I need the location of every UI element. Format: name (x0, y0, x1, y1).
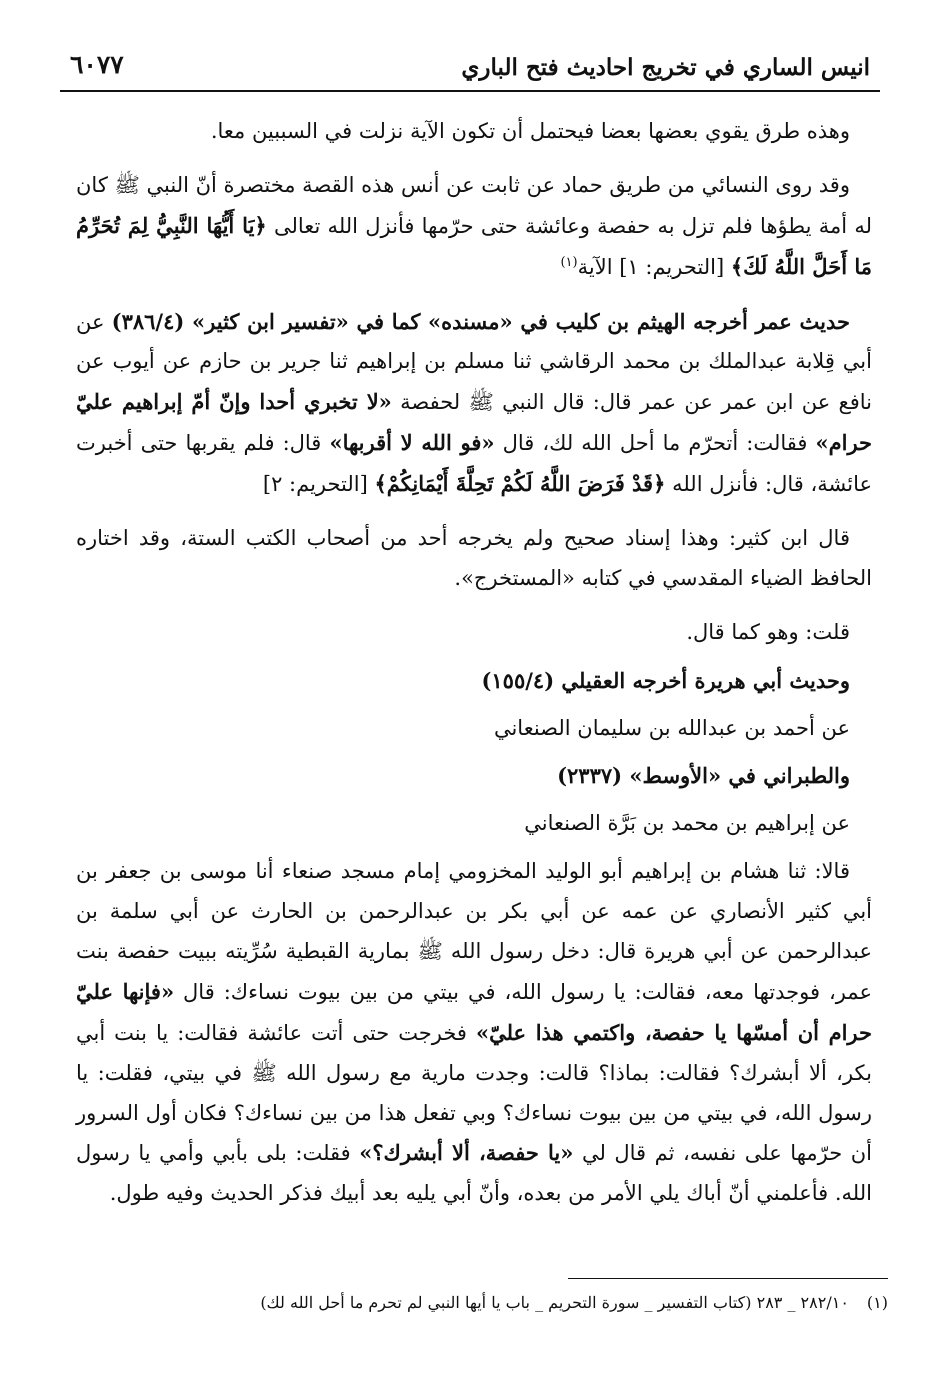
verse-1-reference: [التحريم: ١] الآية (577, 254, 731, 279)
hadith-text-2: فخرجت حتى أتت عائشة فقالت: يا بنت أبي بكر، ألا أبشرك؟ فقالت: بماذا؟ قالت: وجدت مارية مع رسول الله ﷺ في بيتي، فقلت: يا رسول الله، في بيتي من بين بيوت نساءك؟ وبي تفعل هذا من بين نساءك؟ فكان أول السرور أن حرّمها على نفسه، ثم قال لي (76, 1020, 872, 1166)
footnote-number: (١) (866, 1293, 888, 1312)
footnote-marker: (١) (560, 254, 578, 270)
abu-hurayra-source: أخرجه العقيلي (554, 667, 695, 693)
umar-chain: عن أبي قِلابة عبدالملك بن محمد الرقاشي ثنا مسلم بن إبراهيم ثنا جرير بن حازم عن أيوب عن نافع عن ابن عمر عن عمر قال: قال النبي ﷺ لحفصة (76, 309, 872, 415)
paragraph-ibn-kathir: قال ابن كثير: وهذا إسناد صحيح ولم يخرجه أحد من أصحاب الكتب الستة، وقد اختاره الحافظ الضياء المقدسي في كتابه «المستخرج». (76, 526, 872, 590)
verse-2-reference: [التحريم: ٢] (262, 472, 375, 497)
narrator-line-2: عن إبراهيم بن محمد بن بَرَّة الصنعاني (524, 811, 850, 836)
paragraph-hadith-text (76, 852, 872, 1214)
paragraph-1: وهذه طرق يقوي بعضها بعضا فيحتمل أن تكون الآية نزلت في السببين معا. (210, 119, 850, 143)
footnote-text: ٢٨٢/١٠ _ ٢٨٣ (كتاب التفسير _ سورة التحريم _ باب يا أيها النبي لم تحرم ما أحل الله لك) (260, 1293, 849, 1312)
paragraph-umar-hadith (76, 302, 872, 505)
abu-hurayra-ref: (١٥٥/٤) (481, 667, 555, 693)
prophet-quote-1: «لا تخبري أحدا وإنّ أمّ إبراهيم عليّ حرام» (76, 389, 873, 456)
footnote (150, 1290, 888, 1316)
paragraph-qultu: قلت: وهو كما قال. (686, 619, 850, 644)
paragraph-2 (76, 166, 872, 288)
prophet-quote-2: «فو الله لا أقربها» (329, 430, 495, 456)
quran-verse-1: ﴿يَا أَيُّهَا النَّبِيُّ لِمَ تُحَرِّمُ مَا أَحَلَّ اللَّهُ لَكَ﴾ (76, 212, 872, 279)
umar-volume-ref: (٣٨٦/٤) (111, 308, 185, 334)
narrator-line-1: عن أحمد بن عبدالله بن سليمان الصنعاني (493, 715, 850, 740)
footnote-divider (568, 1278, 888, 1279)
umar-text-3: قال: فلم يقربها حتى أخبرت عائشة، قال: فأنزل الله (76, 431, 872, 497)
hadith-abu-hurayra-heading: وحديث أبي هريرة (694, 667, 850, 693)
umar-source: أخرجه الهيثم بن كليب في «مسنده» كما في «تفسير ابن كثير» (184, 308, 756, 334)
prophet-quote-4: «يا حفصة، ألا أبشرك؟» (359, 1140, 574, 1166)
paragraph-2-text: وقد روى النسائي من طريق حماد عن ثابت عن أنس هذه القصة مختصرة أنّ النبي ﷺ كان له أمة يطؤها فلم تزل به حفصة وعائشة حتى حرّمها فأنزل الله تعالى (76, 172, 872, 238)
paragraph-abu-hurayra (76, 661, 872, 701)
page-header (60, 40, 880, 92)
page-number: ٦٠٧٧ (70, 50, 124, 79)
tabarani-source: والطبراني في «الأوسط» (622, 763, 850, 789)
umar-text-2: فقالت: أتحرّم ما أحل الله لك، قال (494, 431, 816, 456)
tabarani-ref: (٢٣٣٧) (557, 763, 623, 789)
main-text (76, 112, 872, 1228)
tabarani-line (76, 756, 872, 796)
hadith-text-1: قالا: ثنا هشام بن إبراهيم أبو الوليد المخزومي إمام مسجد صنعاء أنا موسى بن جعفر بن أبي كثير الأنصاري عن عمه عن أبي بكر بن عبدالرحمن بن الحارث عن أبي سلمة بن عبدالرحمن عن أبي هريرة قال: دخل رسول الله ﷺ بمارية القبطية سُرِّيته ببيت حفصة بنت عمر، فوجدتها معه، فقالت: يا رسول الله، في بيتي من بين بيوت نساءك: قال (76, 859, 872, 1004)
running-title: انيس الساري في تخريج احاديث فتح الباري (461, 54, 870, 81)
quran-verse-2: ﴿قَدْ فَرَضَ اللَّهُ لَكُمْ تَحِلَّةَ أَيْمَانِكُمْ﴾ (374, 471, 666, 497)
hadith-umar-heading: حديث عمر (755, 308, 850, 334)
hadith-text-3: فقلت: بلى بأبي وأمي يا رسول الله. فأعلمني أنّ أباك يلي الأمر من بعده، وأنّ أبي يليه بعد أبيك فذكر الحديث وفيه طول. (76, 1141, 872, 1206)
prophet-quote-3: «فإنها عليّ حرام أن أمسّها يا حفصة، واكتمي هذا عليّ» (76, 978, 872, 1045)
